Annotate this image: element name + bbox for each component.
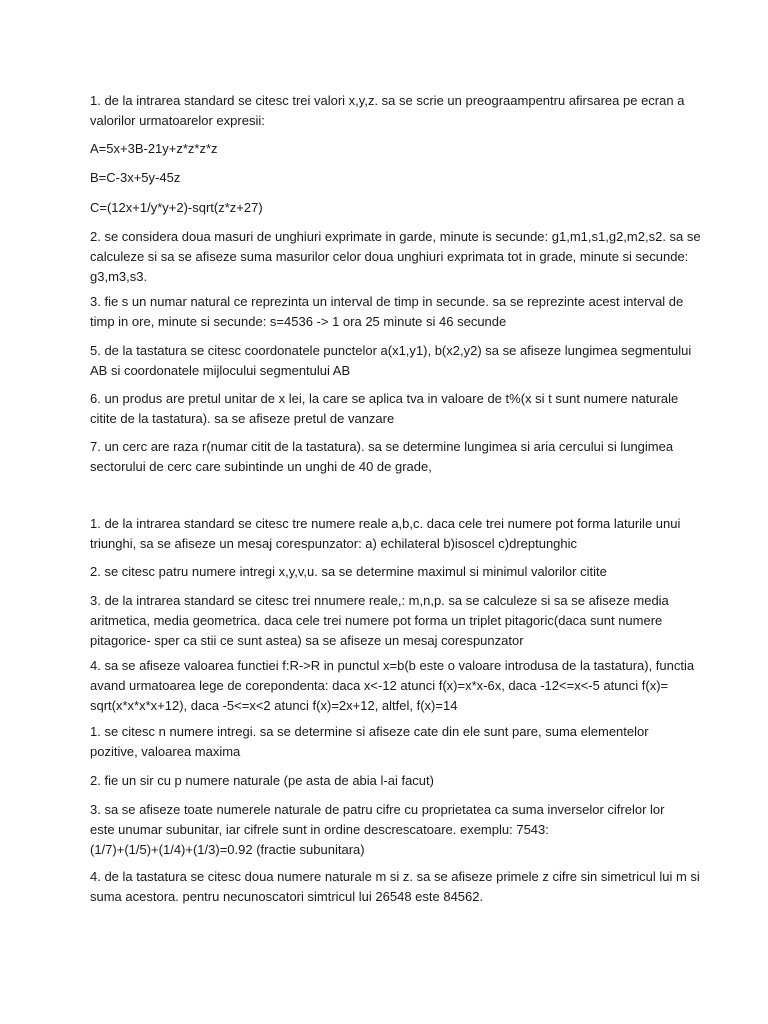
paragraph-exercise-6: 6. un produs are pretul unitar de x lei, la care se aplica tva in valoare de t%(x si t sunt numere naturale citite de la tastatura). sa se afiseze pretul de vanzare [90,391,679,426]
paragraph-exercise-2: 2. se considera doua masuri de unghiuri exprimate in garde, minute is secunde: g1,m1,s1,g2,m2,s2. sa se calculeze si sa se afiseze suma masurilor celor doua unghiuri exprimata tot in grade, minute si secunde: g3,m3,s3. [90,229,701,284]
paragraph-exercise-7: 7. un cerc are raza r(numar citit de la tastatura). sa se determine lungimea si aria cercului si lungimea sectorului de cerc care subintinde un unghi de 40 de grade, [90,439,674,474]
paragraph-expression-b: B=C-3x+5y-45z [90,170,181,185]
paragraph-section2-exercise-2: 2. se citesc patru numere intregi x,y,v,u. sa se determine maximul si minimul valorilor citite [90,564,607,579]
paragraph-exercise-1: 1. de la intrarea standard se citesc trei valori x,y,z. sa se scrie un preograampentru afirsarea pe ecran a valorilor urmatoarelor expresii: [90,93,685,128]
paragraph-exercise-3: 3. fie s un numar natural ce reprezinta un interval de timp in secunde. sa se reprezinte acest interval de timp in ore, minute si secunde: s=4536 -> 1 ora 25 minute si 46 secunde [90,294,684,329]
paragraph-section3-exercise-2: 2. fie un sir cu p numere naturale (pe asta de abia l-ai facut) [90,773,434,788]
paragraph-expression-a: A=5x+3B-21y+z*z*z*z [90,141,218,156]
paragraph-expression-c: C=(12x+1/y*y+2)-sqrt(z*z+27) [90,200,263,215]
paragraph-section2-exercise-3: 3. de la intrarea standard se citesc trei nnumere reale,: m,n,p. sa se calculeze si sa se afiseze media aritmetica, media geometrica. daca cele trei numere pot forma un triplet pitagoric(daca sunt numere pitagorice- sper ca stii ce sunt astea) sa se afiseze un mesaj corespunzator [90,593,669,648]
paragraph-section3-exercise-3: 3. sa se afiseze toate numerele naturale de patru cifre cu proprietatea ca suma inverselor cifrelor lor este unumar subunitar, iar cifrele sunt in ordine descrescatoare. exemplu: 7543: (1/7)+(1/5)+(1/4)+(1/3)=0.92 (fractie subunitara) [90,802,665,857]
paragraph-section3-exercise-4: 4. de la tastatura se citesc doua numere naturale m si z. sa se afiseze primele z cifre sin simetricul lui m si suma acestora. pentru necunoscatori simtricul lui 26548 este 84562. [90,869,700,904]
paragraph-exercise-5: 5. de la tastatura se citesc coordonatele punctelor a(x1,y1), b(x2,y2) sa se afiseze lungimea segmentului AB si coordonatele mijlocului segmentului AB [90,343,692,378]
paragraph-section3-exercise-1: 1. se citesc n numere intregi. sa se determine si afiseze cate din ele sunt pare, suma elementelor pozitive, valoarea maxima [90,724,649,759]
paragraph-section2-exercise-1: 1. de la intrarea standard se citesc tre numere reale a,b,c. daca cele trei numere pot forma laturile unui triunghi, sa se afiseze un mesaj corespunzator: a) echilateral b)isoscel c)dreptunghic [90,516,681,551]
paragraph-section2-exercise-4: 4. sa se afiseze valoarea functiei f:R->R in punctul x=b(b este o valoare introdusa de la tastatura), functia avand urmatoarea lege de corepondenta: daca x<-12 atunci f(x)=x*x-6x, daca -12<=x<-5 atunci f(x)= sqrt(x*x*x*x+12), daca -5<=x<2 atunci f(x)=2x+12, altfel, f(x)=14 [90,658,695,713]
